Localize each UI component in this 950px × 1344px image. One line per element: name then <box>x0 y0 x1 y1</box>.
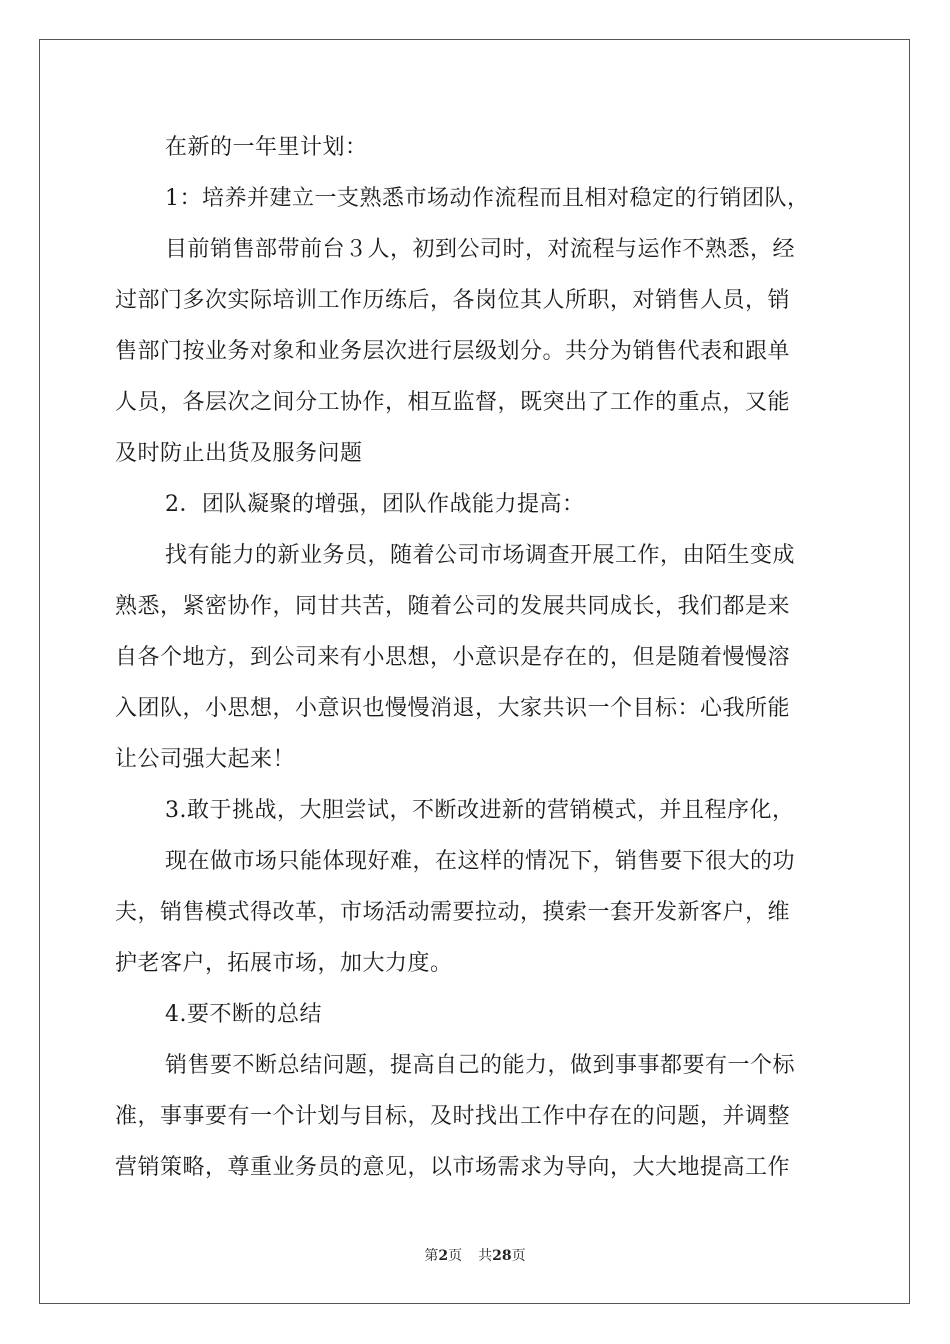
text-line: 夫，销售模式得改革，市场活动需要拉动，摸索一套开发新客户，维 <box>115 900 791 925</box>
page-footer <box>0 1246 950 1266</box>
text-line: 现在做市场只能体现好难，在这样的情况下，销售要下很大的功 <box>165 849 796 874</box>
total-prefix: 共 <box>478 1248 493 1264</box>
text-line: 自各个地方，到公司来有小思想，小意识是存在的，但是随着慢慢溶 <box>115 645 791 670</box>
text-line: 3.敢于挑战，大胆尝试，不断改进新的营销模式，并且程序化， <box>165 798 795 823</box>
text-line: 护老客户，拓展市场，加大力度。 <box>115 951 453 976</box>
text-line: 销售要不断总结问题，提高自己的能力，做到事事都要有一个标 <box>165 1053 796 1078</box>
document-body <box>115 122 832 1193</box>
text-line: 在新的一年里计划： <box>165 135 368 160</box>
page-number: 2 <box>438 1248 449 1264</box>
text-line: 熟悉，紧密协作，同甘共苦，随着公司的发展共同成长，我们都是来 <box>115 594 791 619</box>
total-pages: 28 <box>492 1248 512 1264</box>
text-line: 及时防止出货及服务问题 <box>115 441 363 466</box>
text-line: 让公司强大起来！ <box>115 747 296 772</box>
text-line: 准，事事要有一个计划与目标，及时找出工作中存在的问题，并调整 <box>115 1104 791 1129</box>
text-line: 售部门按业务对象和业务层次进行层级划分。共分为销售代表和跟单 <box>115 339 791 364</box>
text-line: 入团队，小思想，小意识也慢慢消退，大家共识一个目标：心我所能 <box>115 696 791 721</box>
text-line: 目前销售部带前台３人，初到公司时，对流程与运作不熟悉，经 <box>165 237 796 262</box>
total-suffix: 页 <box>511 1248 526 1264</box>
page-prefix: 第 <box>424 1248 439 1264</box>
text-line: 找有能力的新业务员，随着公司市场调查开展工作，由陌生变成 <box>165 543 796 568</box>
text-line: 1：培养并建立一支熟悉市场动作流程而且相对稳定的行销团队， <box>165 186 810 211</box>
text-line: 人员，各层次之间分工协作，相互监督，既突出了工作的重点，又能 <box>115 390 791 415</box>
page-suffix: 页 <box>448 1248 463 1264</box>
text-line: 营销策略，尊重业务员的意见，以市场需求为导向，大大地提高工作 <box>115 1155 791 1180</box>
text-line: 4.要不断的总结 <box>165 1002 322 1027</box>
text-line: 2．团队凝聚的增强，团队作战能力提高： <box>165 492 585 517</box>
text-line: 过部门多次实际培训工作历练后，各岗位其人所职，对销售人员，销 <box>115 288 791 313</box>
